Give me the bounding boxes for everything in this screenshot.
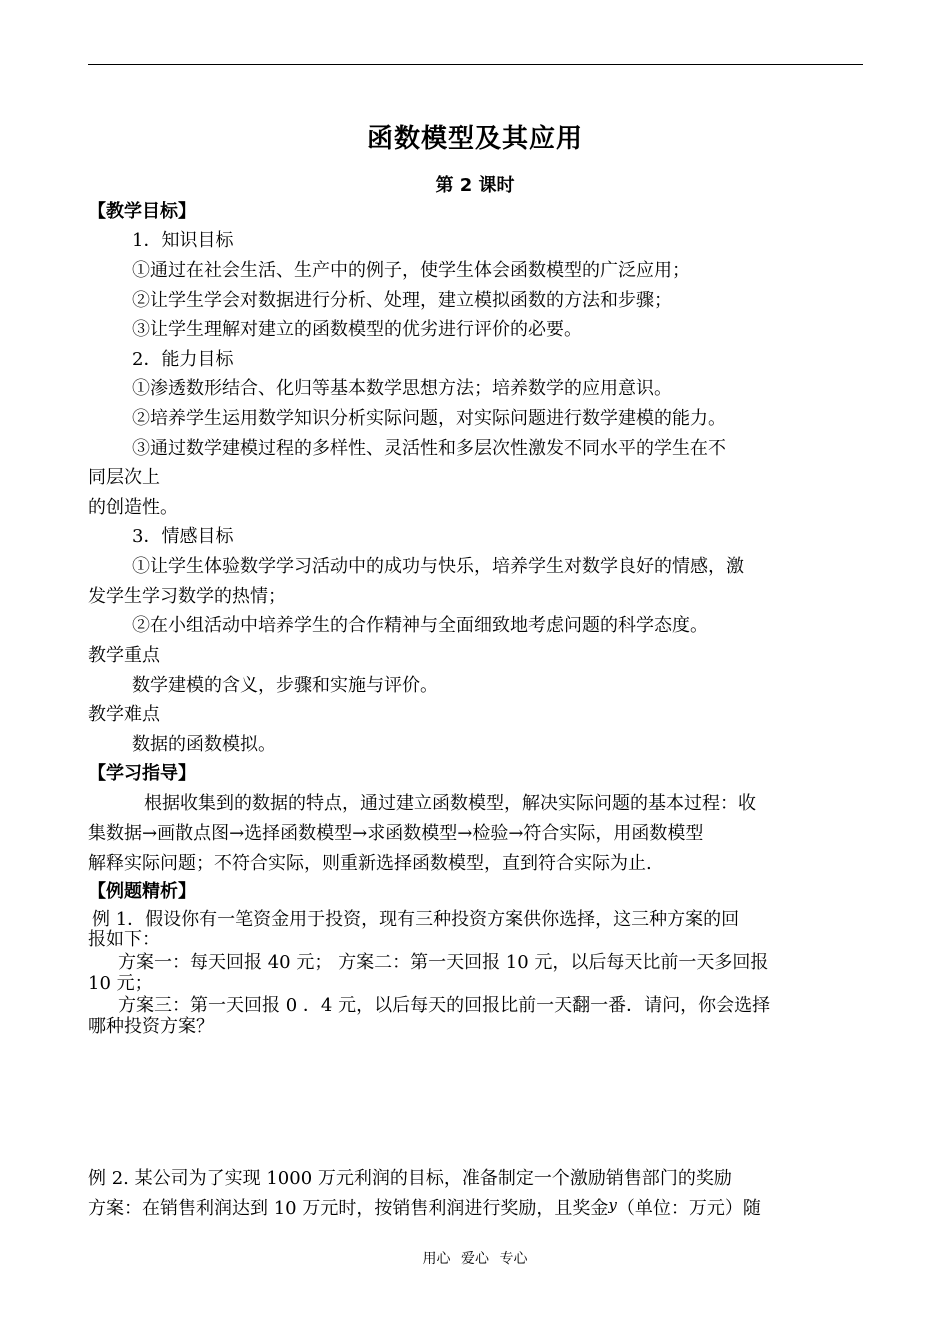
knowledge-goal-1: ①通过在社会生活、生产中的例子，使学生体会函数模型的广泛应用；	[132, 260, 690, 281]
emotion-goal-title: 3．情感目标	[132, 526, 234, 547]
variable-y: y	[608, 1196, 617, 1214]
lesson-subtitle: 第 2 课时	[435, 175, 515, 196]
header-rule	[88, 64, 863, 65]
example-2-line2	[88, 1193, 761, 1221]
emotion-goal-1-line2: 发学生学习数学的热情；	[88, 586, 286, 607]
example-2-line2-tail: （单位：万元）随	[616, 1198, 761, 1219]
example-1-line1: 例 1．假设你有一笔资金用于投资，现有三种投资方案供你选择，这三种方案的回	[92, 909, 740, 930]
examples-heading: 【例题精析】	[88, 881, 196, 902]
example-2-line2-text: 方案：在销售利润达到 10 万元时，按销售利润进行奖励，且奖金	[88, 1198, 609, 1219]
focus-heading: 教学重点	[88, 645, 160, 666]
goals-heading: 【教学目标】	[88, 201, 196, 222]
example-1-line2: 报如下：	[88, 929, 160, 950]
page-footer: 用心 爱心 专心	[422, 1251, 528, 1267]
guide-heading: 【学习指导】	[88, 763, 196, 784]
example-1-line4: 10 元；	[88, 973, 153, 994]
guide-line-3: 解释实际问题；不符合实际，则重新选择函数模型，直到符合实际为止.	[88, 853, 652, 874]
knowledge-goal-title: 1．知识目标	[132, 230, 234, 251]
guide-line-1: 根据收集到的数据的特点，通过建立函数模型，解决实际问题的基本过程：收	[144, 793, 756, 814]
example-1-line3: 方案一：每天回报 40 元； 方案二：第一天回报 10 元，以后每天比前一天多回报	[118, 952, 769, 973]
example-2-line1: 例 2. 某公司为了实现 1000 万元利润的目标，准备制定一个激励销售部门的奖励	[88, 1168, 732, 1189]
ability-goal-title: 2．能力目标	[132, 349, 234, 370]
ability-goal-3-line3: 的创造性。	[88, 497, 178, 518]
ability-goal-2: ②培养学生运用数学知识分析实际问题，对实际问题进行数学建模的能力。	[132, 408, 726, 429]
focus-text: 数学建模的含义，步骤和实施与评价。	[132, 675, 438, 696]
ability-goal-3-line1: ③通过数学建模过程的多样性、灵活性和多层次性激发不同水平的学生在不	[132, 438, 726, 459]
knowledge-goal-2: ②让学生学会对数据进行分析、处理，建立模拟函数的方法和步骤；	[132, 290, 672, 311]
ability-goal-3-line2: 同层次上	[88, 467, 160, 488]
example-1-line6: 哪种投资方案？	[88, 1016, 214, 1037]
page-title: 函数模型及其应用	[366, 124, 583, 154]
emotion-goal-1-line1: ①让学生体验数学学习活动中的成功与快乐，培养学生对数学良好的情感，激	[132, 556, 744, 577]
knowledge-goal-3: ③让学生理解对建立的函数模型的优劣进行评价的必要。	[132, 319, 582, 340]
difficulty-text: 数据的函数模拟。	[132, 734, 276, 755]
example-1-line5: 方案三：第一天回报 0 ．4 元，以后每天的回报比前一天翻一番．请问，你会选择	[118, 995, 771, 1016]
emotion-goal-2: ②在小组活动中培养学生的合作精神与全面细致地考虑问题的科学态度。	[132, 615, 708, 636]
guide-line-2: 集数据→画散点图→选择函数模型→求函数模型→检验→符合实际，用函数模型	[88, 823, 704, 844]
difficulty-heading: 教学难点	[88, 704, 160, 725]
ability-goal-1: ①渗透数形结合、化归等基本数学思想方法；培养数学的应用意识。	[132, 378, 672, 399]
